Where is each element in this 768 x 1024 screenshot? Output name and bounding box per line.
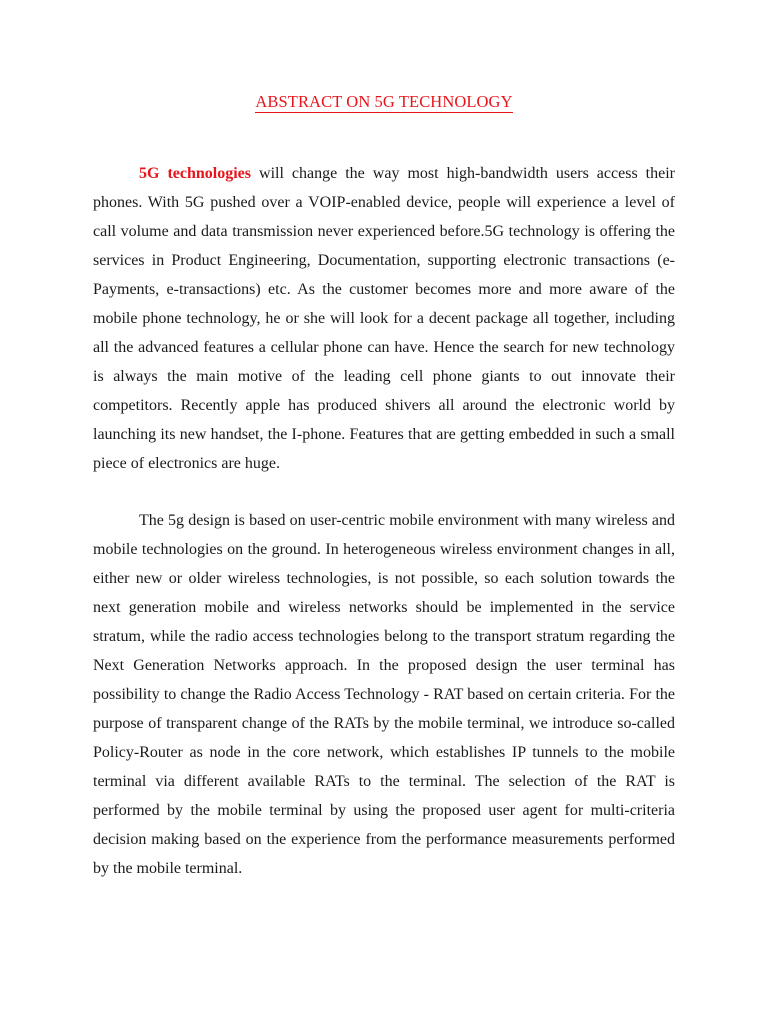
- document-title: [0, 90, 768, 114]
- paragraph-1: [93, 159, 675, 478]
- paragraph-2: [93, 506, 675, 883]
- highlighted-term: 5G technologies: [139, 165, 252, 182]
- document-title-text: ABSTRACT ON 5G TECHNOLOGY: [255, 92, 513, 111]
- paragraph-2-text: The 5g design is based on user-centric mobile environment with many wireless and mobile technologies on the ground. In heterogeneous wireless environment changes in all, either new or older wireless technologies, is not possible, so each solution towards the next generation mobile and wireless networks should be implemented in the service stratum, while the radio access technologies belong to the transport stratum regarding the Next Generation Networks approach. In the proposed design the user terminal has possibility to change the Radio Access Technology - RAT based on certain criteria. For the purpose of transparent change of the RATs by the mobile terminal, we introduce so-called Policy-Router as node in the core network, which establishes IP tunnels to the mobile terminal via different available RATs to the terminal. The selection of the RAT is performed by the mobile terminal by using the proposed user agent for multi-criteria decision making based on the experience from the performance measurements performed by the mobile terminal.: [93, 512, 675, 877]
- paragraph-1-text: will change the way most high-bandwidth users access their phones. With 5G pushed over a VOIP-enabled device, people will experience a level of call volume and data transmission never experienced before.5G technology is offering the services in Product Engineering, Documentation, supporting electronic transactions (e-Payments, e-transactions) etc. As the customer becomes more and more aware of the mobile phone technology, he or she will look for a decent package all together, including all the advanced features a cellular phone can have. Hence the search for new technology is always the main motive of the leading cell phone giants to out innovate their competitors. Recently apple has produced shivers all around the electronic world by launching its new handset, the I-phone. Features that are getting embedded in such a small piece of electronics are huge.: [93, 165, 675, 472]
